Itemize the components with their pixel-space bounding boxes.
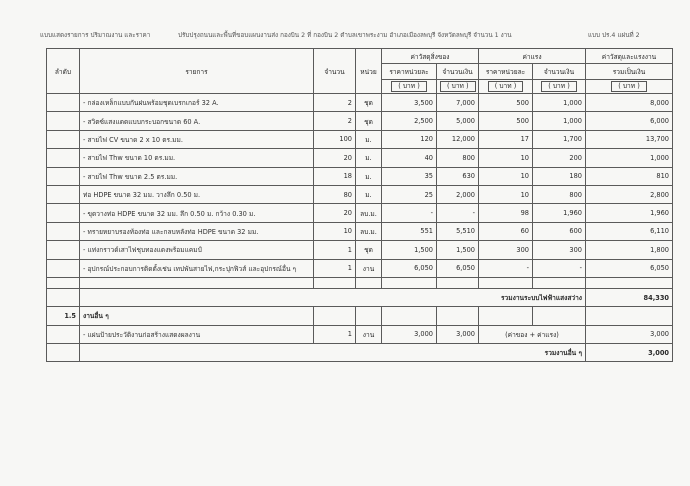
row-qty: 1: [314, 325, 356, 343]
row-labor-unit-price: -: [479, 259, 533, 277]
row-labor-amount: 600: [533, 222, 586, 240]
row-material-amount: 5,000: [437, 112, 479, 130]
row-unit: ชุด: [356, 241, 382, 259]
row-labor-amount: 180: [533, 167, 586, 185]
row-note: (ค่าของ + ค่าแรง): [479, 325, 586, 343]
row-item: - แท่งกราวด์เสาไฟชุบทองแดงพร้อมแคมป์: [80, 241, 314, 259]
empty-cell: [47, 344, 80, 362]
row-material-unit-price: 40: [382, 149, 437, 167]
page-number: แบบ ปร.4 แผ่นที่ 2: [588, 32, 640, 39]
empty-cell: [356, 277, 382, 288]
empty-cell: [437, 277, 479, 288]
empty-cell: [533, 277, 586, 288]
col-header-item: รายการ: [80, 49, 314, 94]
row-material-unit-price: 6,050: [382, 259, 437, 277]
subtotal-label: รวมงานระบบไฟฟ้าแสงสว่าง: [80, 288, 586, 306]
row-item: ท่อ HDPE ขนาด 32 มม. วางลึก 0.50 ม.: [80, 185, 314, 203]
row-qty: 18: [314, 167, 356, 185]
row-unit: ลบ.ม.: [356, 222, 382, 240]
table-row: [47, 204, 673, 222]
row-labor-amount: 1,000: [533, 94, 586, 112]
row-total: 6,000: [586, 112, 673, 130]
subtotal-label: รวมงานอื่น ๆ: [80, 344, 586, 362]
row-material-amount: 800: [437, 149, 479, 167]
row-total: 3,000: [586, 325, 673, 343]
row-unit: ม.: [356, 167, 382, 185]
currency-label: ( บาท ): [488, 81, 524, 92]
row-labor-unit-price: 17: [479, 130, 533, 148]
subtotal-row: [47, 344, 673, 362]
project-title: ปรับปรุงถนนและพื้นที่ขอบแผนงานส่ง กองบิน 2 ที่ กองบิน 2 ตำบลเขาพระงาม อำเภอเมืองลพบุรี จังหวัดลพบุรี จำนวน 1 งาน: [178, 32, 512, 39]
row-unit: ม.: [356, 185, 382, 203]
row-labor-unit-price: 10: [479, 167, 533, 185]
row-labor-unit-price: 10: [479, 185, 533, 203]
row-qty: 1: [314, 241, 356, 259]
row-number: [47, 94, 80, 112]
row-item: - สายไฟ CV ขนาด 2 x 10 ตร.มม.: [80, 130, 314, 148]
row-material-unit-price: 35: [382, 167, 437, 185]
empty-cell: [586, 277, 673, 288]
row-unit: ม.: [356, 149, 382, 167]
row-item: - อุปกรณ์ประกอบการติดตั้งเช่น เทปพันสายไฟ,กระปุกฟิวส์ และอุปกรณ์อื่น ๆ: [80, 259, 314, 277]
row-labor-unit-price: 500: [479, 94, 533, 112]
row-unit: งาน: [356, 325, 382, 343]
row-material-unit-price: 1,500: [382, 241, 437, 259]
row-item: - ขุดวางท่อ HDPE ขนาด 32 มม. ลึก 0.50 ม. กว้าง 0.30 ม.: [80, 204, 314, 222]
spacer-row: [47, 277, 673, 288]
empty-cell: [47, 325, 80, 343]
empty-cell: [479, 277, 533, 288]
row-labor-amount: 1,700: [533, 130, 586, 148]
col-header-unit: หน่วย: [356, 49, 382, 94]
table-row: [47, 185, 673, 203]
row-material-amount: 5,510: [437, 222, 479, 240]
row-number: [47, 112, 80, 130]
row-total: 1,800: [586, 241, 673, 259]
row-unit: ม.: [356, 130, 382, 148]
currency-label: ( บาท ): [541, 81, 577, 92]
table-row: [47, 94, 673, 112]
row-qty: 10: [314, 222, 356, 240]
currency-label: ( บาท ): [440, 81, 476, 92]
row-number: [47, 130, 80, 148]
col-header-material: ค่าวัสดุสิ่งของ: [382, 49, 479, 64]
row-item: - กล่องเหล็กแบบกันฝนพร้อมชุดเบรกเกอร์ 32 A.: [80, 94, 314, 112]
row-unit: ชุด: [356, 94, 382, 112]
col-header-lab-unit-price: ราคาหน่วยละ: [479, 64, 533, 80]
row-material-unit-price: 120: [382, 130, 437, 148]
section-number: 1.5: [47, 307, 80, 325]
row-material-amount: 1,500: [437, 241, 479, 259]
empty-cell: [437, 307, 479, 325]
row-material-unit-price: -: [382, 204, 437, 222]
cost-estimate-table: [46, 48, 673, 362]
table-row: [47, 222, 673, 240]
table-row: [47, 259, 673, 277]
row-labor-amount: 800: [533, 185, 586, 203]
empty-cell: [314, 307, 356, 325]
subtotal-row: [47, 288, 673, 306]
row-number: [47, 204, 80, 222]
empty-cell: [479, 307, 533, 325]
currency-label: ( บาท ): [611, 81, 647, 92]
row-material-amount: 3,000: [437, 325, 479, 343]
row-labor-unit-price: 10: [479, 149, 533, 167]
empty-cell: [47, 277, 80, 288]
col-header-mat-amount: จำนวนเงิน: [437, 64, 479, 80]
row-item: - สายไฟ Thw ขนาด 10 ตร.มม.: [80, 149, 314, 167]
row-total: 1,960: [586, 204, 673, 222]
col-header-total: รวมเป็นเงิน: [586, 64, 673, 80]
col-header-total-group: ค่าวัสดุและแรงงาน: [586, 49, 673, 64]
row-number: [47, 167, 80, 185]
empty-cell: [47, 288, 80, 306]
row-material-amount: -: [437, 204, 479, 222]
empty-cell: [356, 307, 382, 325]
row-unit: ชุด: [356, 112, 382, 130]
row-item: - แผ่นป้ายประวัติงานก่อสร้างแสดงผลงาน: [80, 325, 314, 343]
row-labor-amount: 200: [533, 149, 586, 167]
empty-cell: [533, 307, 586, 325]
empty-cell: [382, 277, 437, 288]
col-header-no: ลำดับ: [47, 49, 80, 94]
row-labor-unit-price: 60: [479, 222, 533, 240]
row-labor-amount: 1,000: [533, 112, 586, 130]
currency-label: ( บาท ): [391, 81, 427, 92]
row-number: [47, 149, 80, 167]
form-title: แบบแสดงรายการ ปริมาณงาน และราคา: [40, 32, 151, 39]
row-qty: 20: [314, 204, 356, 222]
row-material-amount: 2,000: [437, 185, 479, 203]
table-row: [47, 325, 673, 343]
row-material-amount: 630: [437, 167, 479, 185]
row-total: 2,800: [586, 185, 673, 203]
row-total: 1,000: [586, 149, 673, 167]
col-header-mat-unit-price: ราคาหน่วยละ: [382, 64, 437, 80]
row-number: [47, 241, 80, 259]
row-labor-amount: 300: [533, 241, 586, 259]
row-qty: 2: [314, 112, 356, 130]
row-total: 6,110: [586, 222, 673, 240]
empty-cell: [80, 277, 314, 288]
row-number: [47, 259, 80, 277]
table-row: [47, 130, 673, 148]
row-number: [47, 222, 80, 240]
row-labor-amount: -: [533, 259, 586, 277]
row-material-amount: 12,000: [437, 130, 479, 148]
empty-cell: [314, 277, 356, 288]
empty-cell: [586, 307, 673, 325]
row-material-unit-price: 3,500: [382, 94, 437, 112]
row-number: [47, 185, 80, 203]
row-qty: 20: [314, 149, 356, 167]
row-unit: งาน: [356, 259, 382, 277]
table-row: [47, 241, 673, 259]
table-row: [47, 167, 673, 185]
row-material-amount: 7,000: [437, 94, 479, 112]
row-material-unit-price: 551: [382, 222, 437, 240]
col-header-qty: จำนวน: [314, 49, 356, 94]
row-item: - สายไฟ Thw ขนาด 2.5 ตร.มม.: [80, 167, 314, 185]
row-labor-unit-price: 300: [479, 241, 533, 259]
row-material-unit-price: 3,000: [382, 325, 437, 343]
table-row: [47, 112, 673, 130]
subtotal-value: 84,330: [586, 288, 673, 306]
row-labor-unit-price: 500: [479, 112, 533, 130]
row-material-amount: 6,050: [437, 259, 479, 277]
col-header-labor: ค่าแรง: [479, 49, 586, 64]
row-qty: 1: [314, 259, 356, 277]
row-qty: 2: [314, 94, 356, 112]
col-header-lab-amount: จำนวนเงิน: [533, 64, 586, 80]
row-item: - สวิตซ์แสงแดดแบบกระบอกขนาด 60 A.: [80, 112, 314, 130]
section-row: [47, 307, 673, 325]
row-item: - ทรายหยาบรองท้องท่อ และกลบหลังท่อ HDPE ขนาด 32 มม.: [80, 222, 314, 240]
row-labor-unit-price: 98: [479, 204, 533, 222]
row-material-unit-price: 2,500: [382, 112, 437, 130]
row-material-unit-price: 25: [382, 185, 437, 203]
row-total: 810: [586, 167, 673, 185]
row-unit: ลบ.ม.: [356, 204, 382, 222]
row-labor-amount: 1,960: [533, 204, 586, 222]
row-total: 8,000: [586, 94, 673, 112]
row-total: 13,700: [586, 130, 673, 148]
empty-cell: [382, 307, 437, 325]
row-qty: 80: [314, 185, 356, 203]
section-title: งานอื่น ๆ: [80, 307, 314, 325]
subtotal-value: 3,000: [586, 344, 673, 362]
row-total: 6,050: [586, 259, 673, 277]
table-row: [47, 149, 673, 167]
row-qty: 100: [314, 130, 356, 148]
